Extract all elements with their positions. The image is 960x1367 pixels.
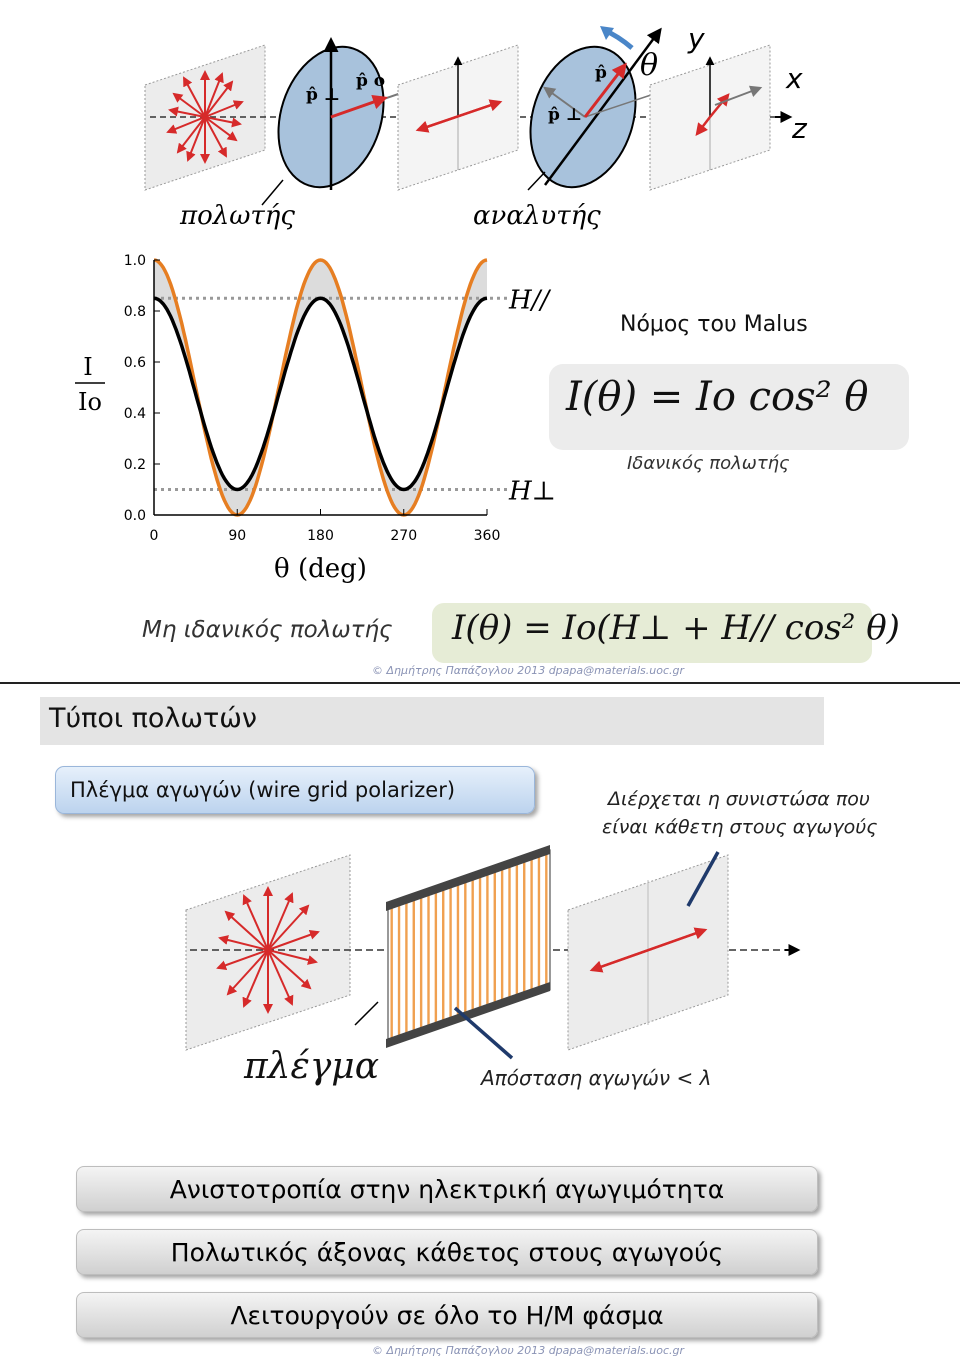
spectrum-bar: Λειτουργούν σε όλο το Η/Μ φάσμα (76, 1292, 818, 1338)
axis-bar: Πολωτικός άξονας κάθετος στους αγωγούς (76, 1229, 818, 1275)
copyright-top: © Δημήτρης Παπάζογλου 2013 dpapa@materials.uoc.gr (372, 664, 685, 677)
x-axis-label: x (786, 62, 803, 95)
series-line-nonideal (154, 298, 487, 489)
y-tick-label: 1.0 (123, 253, 146, 269)
x-tick-label: 0 (149, 528, 159, 544)
malus-chart (70, 240, 557, 585)
malus-caption: Ιδανικός πολωτής (627, 453, 790, 474)
malus-title: Νόμος του Malus (620, 312, 808, 337)
p-o-label: p̂ o (356, 71, 386, 91)
y-axis-den: Io (78, 388, 102, 416)
y-tick-label: 0.6 (123, 355, 146, 371)
malus-formula: I(θ) = Io cos² θ (566, 374, 869, 420)
page-divider (0, 682, 960, 684)
anisotropy-bar: Ανιστοτροπία στην ηλεκτρική αγωγιμότητα (76, 1166, 818, 1212)
y-tick-label: 0.0 (123, 508, 146, 524)
y-tick-label: 0.2 (123, 457, 146, 473)
y-tick-label: 0.4 (123, 406, 146, 422)
y-axis-num: I (83, 353, 93, 381)
polarizer-label: πολωτής (180, 201, 295, 231)
nonideal-label: Μη ιδανικός πολωτής (142, 617, 393, 643)
copyright-bottom: © Δημήτρης Παπάζογλου 2013 dpapa@materials.uoc.gr (372, 1344, 685, 1357)
x-axis-title: θ (deg) (274, 554, 367, 584)
h-parallel-label: H// (509, 285, 550, 316)
y-axis-label: y (688, 22, 705, 55)
nonideal-formula: I(θ) = Io(H⊥ + H// cos² θ) (452, 608, 900, 648)
z-axis-label: z (792, 112, 807, 145)
x-tick-label: 360 (473, 528, 501, 544)
desc-line1: Διέρχεται η συνιστώσα που (608, 788, 870, 810)
x-tick-label: 180 (307, 528, 334, 544)
p-perp-label: p̂ ⊥ (306, 85, 341, 105)
polarizer-diagram (0, 0, 960, 240)
p-label: p̂ (595, 63, 607, 83)
grid-label: πλέγμα (244, 1046, 380, 1087)
y-tick-label: 0.8 (123, 304, 146, 320)
h-perp-label: H⊥ (509, 476, 557, 507)
analyzer-disk (513, 33, 653, 201)
desc-line2: είναι κάθετη στους αγωγούς (602, 816, 878, 838)
wire-grid-label: Πλέγμα αγωγών (wire grid polarizer) (55, 766, 535, 814)
spacing-label: Απόσταση αγωγών < λ (481, 1066, 712, 1090)
analyzer-p-perp-label: p̂ ⊥ (548, 105, 583, 125)
analyzer-label: αναλυτής (473, 201, 601, 231)
types-title: Τύποι πολωτών (49, 703, 257, 734)
theta-label: θ (640, 48, 659, 83)
wire-grid-diagram (0, 840, 960, 1100)
x-tick-label: 90 (228, 528, 247, 544)
x-tick-label: 270 (390, 528, 418, 544)
